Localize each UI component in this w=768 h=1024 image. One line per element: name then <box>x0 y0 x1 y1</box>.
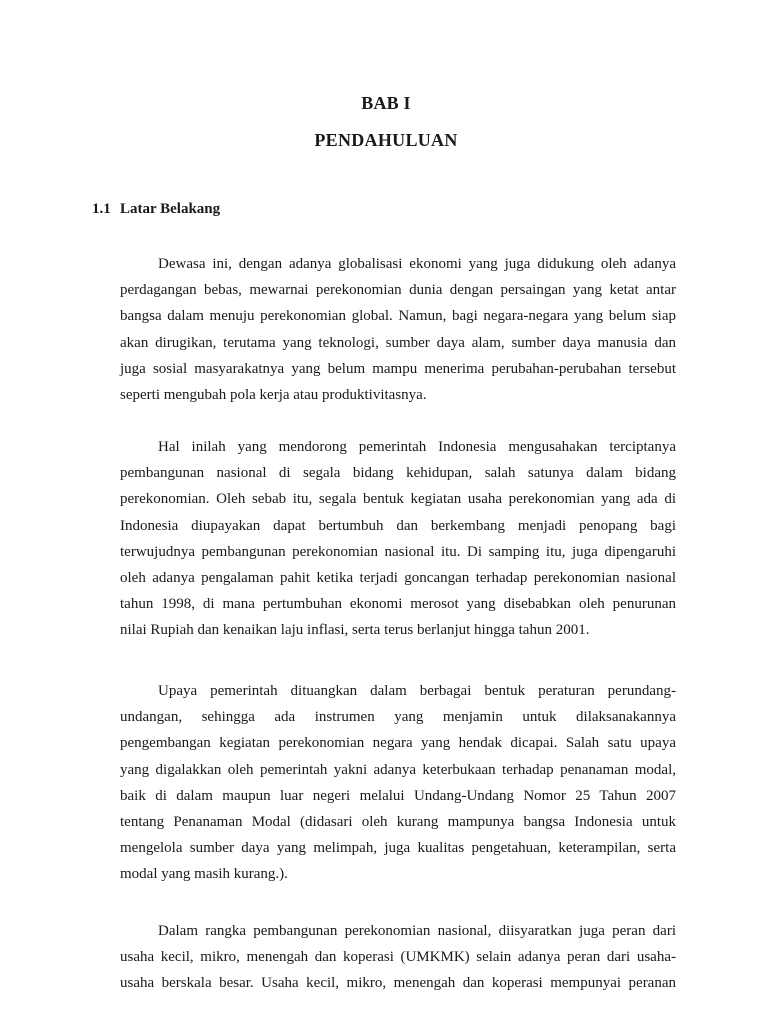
paragraph-line: bangsa dalam menuju perekonomian global. Namun, bagi negara-negara yang belum siap <box>120 308 676 325</box>
paragraph-line: Dewasa ini, dengan adanya globalisasi ekonomi yang juga didukung oleh adanya <box>158 256 676 272</box>
paragraph-line: nilai Rupiah dan kenaikan laju inflasi, serta terus berlanjut hingga tahun 2001. <box>120 622 590 639</box>
section-number: 1.1 <box>92 201 111 217</box>
paragraph-line: Hal inilah yang mendorong pemerintah Indonesia mengusahakan terciptanya <box>158 439 676 455</box>
paragraph <box>120 434 676 644</box>
paragraph <box>120 918 676 997</box>
paragraph-line: seperti mengubah pola kerja atau produktivitasnya. <box>120 387 427 404</box>
paragraph-line: Dalam rangka pembangunan perekonomian nasional, diisyaratkan juga peran dari <box>158 923 676 939</box>
paragraph-line: modal yang masih kurang.). <box>120 866 288 883</box>
paragraph-line: pembangunan nasional di segala bidang kehidupan, salah satunya dalam bidang <box>120 465 676 482</box>
paragraph-line: tahun 1998, di mana pertumbuhan ekonomi merosot yang disebabkan oleh penurunan <box>120 596 676 613</box>
paragraph-line: Upaya pemerintah dituangkan dalam berbagai bentuk peraturan perundang- <box>158 683 676 699</box>
paragraph-line: yang digalakkan oleh pemerintah yakni adanya keterbukaan terhadap penanaman modal, <box>120 761 676 778</box>
paragraph-line: baik di dalam maupun luar negeri melalui Undang-Undang Nomor 25 Tahun 2007 <box>120 787 676 804</box>
paragraph-line: mengelola sumber daya yang melimpah, juga kualitas pengetahuan, keterampilan, serta <box>120 840 676 857</box>
paragraph-line: akan dirugikan, terutama yang teknologi, sumber daya alam, sumber daya manusia dan <box>120 334 676 351</box>
paragraph-line: usaha berskala besar. Usaha kecil, mikro, menengah dan koperasi mempunyai peranan <box>120 975 676 992</box>
section-heading <box>92 201 220 218</box>
chapter-number: BAB I <box>361 93 411 113</box>
paragraph-line: Indonesia diupayakan dapat bertumbuh dan berkembang menjadi penopang bagi <box>120 517 676 534</box>
section-title: Latar Belakang <box>120 201 221 217</box>
paragraph-line: perekonomian. Oleh sebab itu, segala bentuk kegiatan usaha perekonomian yang ada di <box>120 491 676 508</box>
paragraph-line: pengembangan kegiatan perekonomian negara yang hendak dicapai. Salah satu upaya <box>120 735 676 752</box>
paragraph-line: tentang Penanaman Modal (didasari oleh kurang mampunya bangsa Indonesia untuk <box>120 814 676 831</box>
paragraph-line: juga sosial masyarakatnya yang belum mampu menerima perubahan-perubahan tersebut <box>120 360 676 377</box>
paragraph-line: perdagangan bebas, mewarnai perekonomian dunia dengan persaingan yang ketat antar <box>120 282 676 299</box>
paragraph <box>120 251 676 408</box>
paragraph <box>120 678 676 888</box>
paragraph-line: usaha kecil, mikro, menengah dan koperasi (UMKMK) selain adanya peran dari usaha- <box>120 949 676 966</box>
chapter-title: PENDAHULUAN <box>314 130 458 150</box>
paragraph-line: oleh adanya pengalaman pahit ketika terjadi goncangan terhadap perekonomian nasional <box>120 570 676 587</box>
paragraph-line: terwujudnya pembangunan perekonomian nasional itu. Di samping itu, juga dipengaruhi <box>120 543 676 560</box>
paragraph-line: undangan, sehingga ada instrumen yang menjamin untuk dilaksanakannya <box>120 709 676 726</box>
